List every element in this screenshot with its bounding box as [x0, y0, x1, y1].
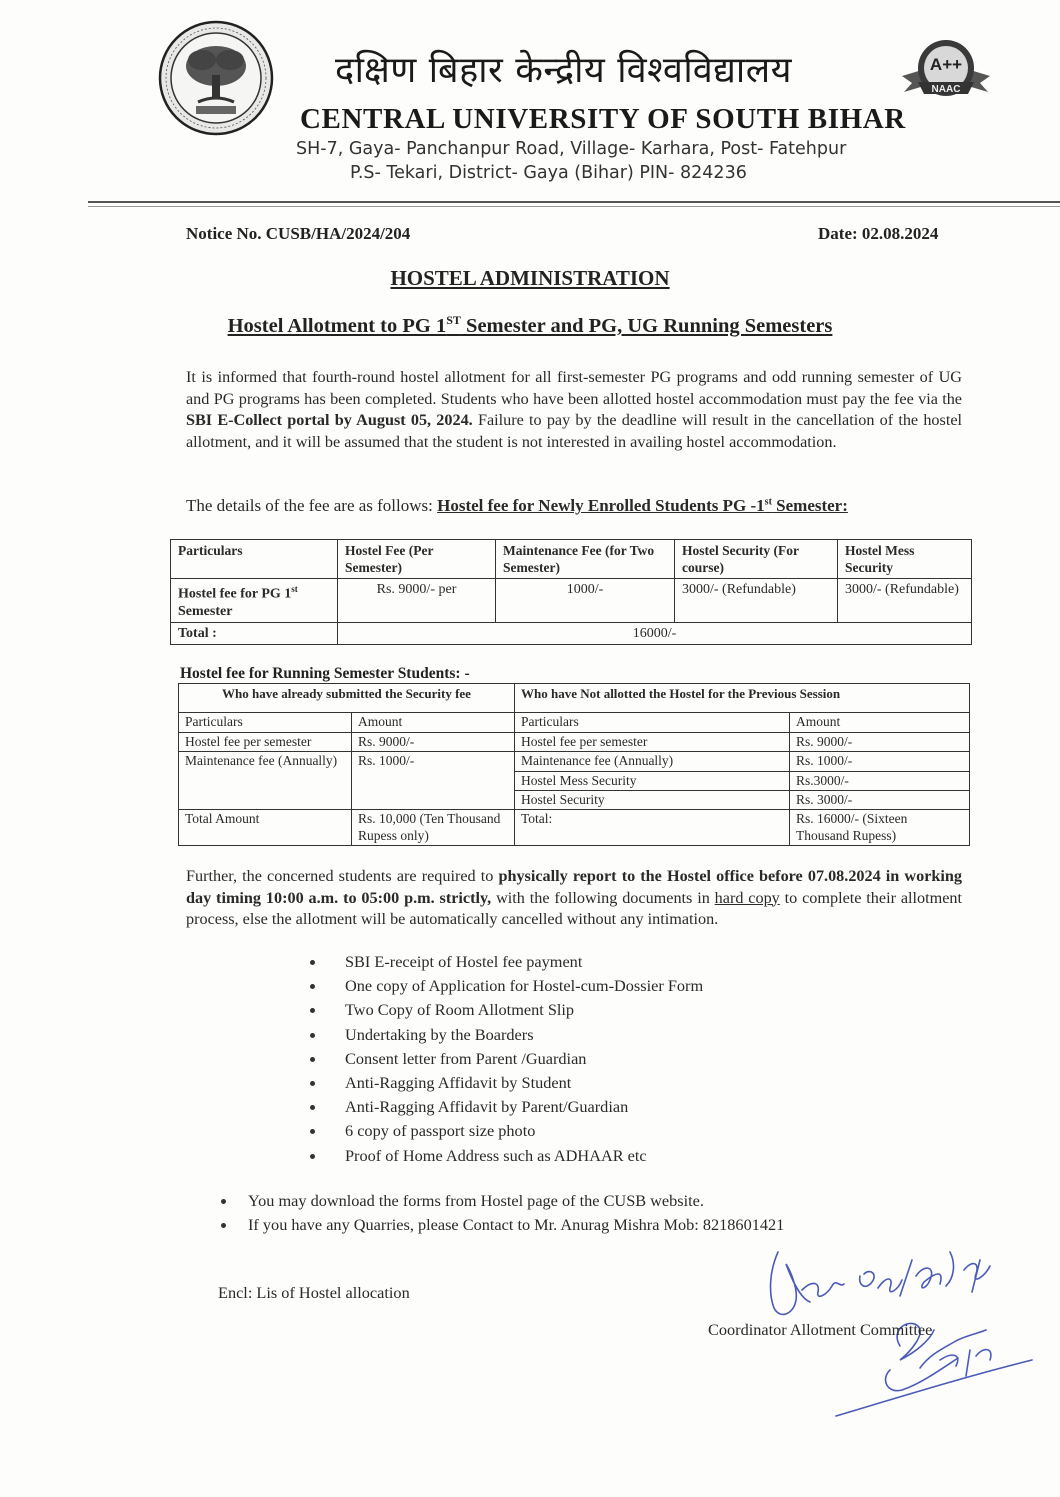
- page-title: HOSTEL ADMINISTRATION: [390, 266, 670, 290]
- list-item: Proof of Home Address such as ADHAAR etc: [345, 1146, 703, 1170]
- address-line-2: P.S- Tekari, District- Gaya (Bihar) PIN- 824236: [350, 163, 747, 183]
- running-semester-heading: Hostel fee for Running Semester Students: -: [180, 665, 470, 682]
- table-total-row: [171, 622, 972, 644]
- table-cell: Rs. 1000/-: [352, 752, 515, 810]
- table-cell: Rs. 10,000 (Ten Thousand Rupess only): [352, 810, 515, 846]
- col-amount: Amount: [352, 713, 515, 732]
- table-row: [179, 752, 970, 771]
- bullet-icon: [221, 1199, 226, 1204]
- table-cell: Hostel Security: [515, 791, 790, 810]
- table-cell: Rs. 1000/-: [790, 752, 970, 771]
- bullet-icon: [310, 1081, 315, 1086]
- table-cell: Maintenance fee (Annually): [179, 752, 352, 810]
- table-cell: Rs. 3000/-: [790, 791, 970, 810]
- col-amount: Amount: [790, 713, 970, 732]
- reporting-paragraph: Further, the concerned students are required to physically report to the Hostel office before 07.08.2024 in working day timing 10:00 a.m. to 05:00 p.m. strictly, with the following documents in hard copy to complete their allotment process, else the allotment will be automatically cancelled without any intimation.: [186, 867, 962, 929]
- table-header: Particulars: [171, 540, 338, 579]
- list-item: You may download the forms from Hostel page of the CUSB website.: [248, 1191, 784, 1215]
- notes-list: [248, 1191, 784, 1239]
- table-header-row: [179, 684, 970, 713]
- list-item: Anti-Ragging Affidavit by Parent/Guardian: [345, 1097, 703, 1121]
- bullet-icon: [310, 1033, 315, 1038]
- table-cell: Maintenance fee (Annually): [515, 752, 790, 771]
- table-cell: 3000/- (Refundable): [838, 579, 972, 623]
- table-total-row: [179, 810, 970, 846]
- table-cell: Rs. 9000/-: [790, 732, 970, 751]
- table-cell: Hostel fee per semester: [515, 732, 790, 751]
- row-label: Hostel fee for PG 1st Semester: [171, 579, 338, 623]
- bullet-icon: [310, 1008, 315, 1013]
- table-cell: Rs. 9000/-: [352, 732, 515, 751]
- table-cell: Rs.3000/-: [790, 771, 970, 790]
- list-item: Consent letter from Parent /Guardian: [345, 1049, 703, 1073]
- page-subtitle: Hostel Allotment to PG 1ST Semester and PG, UG Running Semesters: [227, 313, 833, 337]
- table-subheader-row: [179, 713, 970, 732]
- total-label: Total :: [171, 622, 338, 644]
- table-header: Hostel Fee (Per Semester): [338, 540, 496, 579]
- bullet-icon: [310, 1105, 315, 1110]
- bullet-icon: [310, 1154, 315, 1159]
- bullet-icon: [310, 960, 315, 965]
- table-cell: Hostel Mess Security: [515, 771, 790, 790]
- enclosure-note: Encl: Lis of Hostel allocation: [218, 1283, 410, 1302]
- table-cell: Hostel fee per semester: [179, 732, 352, 751]
- list-item: One copy of Application for Hostel-cum-Dossier Form: [345, 976, 703, 1000]
- total-value: 16000/-: [338, 622, 972, 644]
- signatory-title: Coordinator Allotment Committee: [708, 1320, 933, 1339]
- header-divider-thin: [88, 206, 1060, 207]
- svg-text:NAAC: NAAC: [931, 84, 961, 95]
- table-cell: Total:: [515, 810, 790, 846]
- table-header-row: [171, 540, 972, 579]
- required-documents-list: [345, 952, 703, 1170]
- fee-details-intro: The details of the fee are as follows: Hostel fee for Newly Enrolled Students PG -1st Semester:: [186, 496, 848, 515]
- list-item: SBI E-receipt of Hostel fee payment: [345, 952, 703, 976]
- table-header: Hostel Mess Security: [838, 540, 972, 579]
- naac-badge: [898, 30, 994, 110]
- list-item: Undertaking by the Boarders: [345, 1025, 703, 1049]
- table-row: [171, 579, 972, 623]
- intro-paragraph: It is informed that fourth-round hostel allotment for all first-semester PG programs and odd running semester of UG and PG programs has been completed. Students who have been allotted hostel accommodation must pay the fee via the SBI E-Collect portal by August 05, 2024. Failure to pay by the deadline will result in the cancellation of the hostel allotment, and it will be assumed that the student is not interested in availing hostel accommodation.: [186, 368, 962, 451]
- list-item: 6 copy of passport size photo: [345, 1121, 703, 1145]
- list-item: Anti-Ragging Affidavit by Student: [345, 1073, 703, 1097]
- table-header: Maintenance Fee (for Two Semester): [496, 540, 675, 579]
- left-group-header: Who have already submitted the Security fee: [179, 684, 515, 713]
- table-cell: Rs. 16000/- (Sixteen Thousand Rupess): [790, 810, 970, 846]
- bullet-icon: [310, 984, 315, 989]
- list-item: Two Copy of Room Allotment Slip: [345, 1000, 703, 1024]
- bullet-icon: [310, 1129, 315, 1134]
- university-logo: [158, 20, 274, 136]
- list-item: If you have any Quarries, please Contact to Mr. Anurag Mishra Mob: 8218601421: [248, 1215, 784, 1239]
- address-line-1: SH-7, Gaya- Panchanpur Road, Village- Karhara, Post- Fatehpur: [296, 139, 847, 159]
- table-cell: Rs. 9000/- per: [338, 579, 496, 623]
- svg-text:A++: A++: [929, 55, 963, 74]
- col-particulars: Particulars: [515, 713, 790, 732]
- university-name-hindi: दक्षिण बिहार केन्द्रीय विश्वविद्यालय: [335, 50, 793, 91]
- bullet-icon: [310, 1057, 315, 1062]
- notice-date: Date: 02.08.2024: [818, 224, 939, 243]
- university-name-english: CENTRAL UNIVERSITY OF SOUTH BIHAR: [300, 103, 906, 135]
- header-divider: [88, 201, 1060, 203]
- col-particulars: Particulars: [179, 713, 352, 732]
- table-header: Hostel Security (For course): [675, 540, 838, 579]
- notice-number: Notice No. CUSB/HA/2024/204: [186, 224, 411, 243]
- table-row: [179, 732, 970, 751]
- table-cell: 1000/-: [496, 579, 675, 623]
- table-cell: Total Amount: [179, 810, 352, 846]
- table-cell: 3000/- (Refundable): [675, 579, 838, 623]
- new-students-fee-table: [170, 539, 972, 645]
- right-group-header: Who have Not allotted the Hostel for the Previous Session: [515, 684, 970, 713]
- bullet-icon: [221, 1223, 226, 1228]
- running-students-fee-table: [178, 683, 970, 846]
